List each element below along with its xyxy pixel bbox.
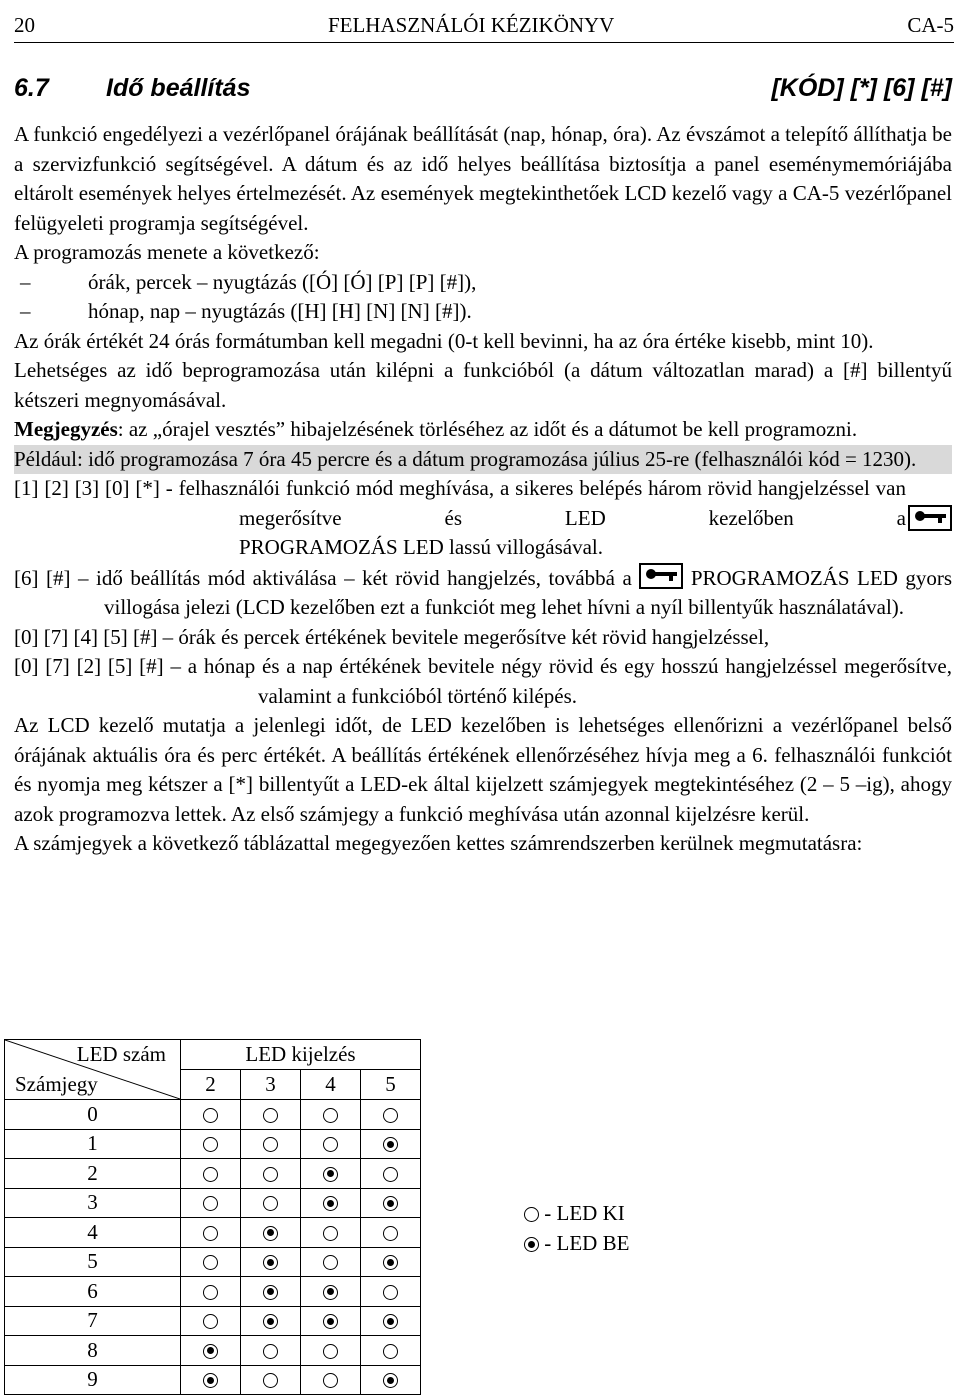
led-on-icon	[203, 1373, 218, 1388]
section-code: [KÓD] [*] [6] [#]	[771, 74, 952, 102]
table-row	[5, 1129, 421, 1159]
led-cell	[301, 1100, 361, 1130]
led-cell	[181, 1306, 241, 1336]
led-cell	[301, 1218, 361, 1248]
example-step-1-text: [1] [2] [3] [0] [*] - felhasználói funkció mód meghívása, a sikeres belépés három rövid hangjelzéssel van megerősítve és LED kezelőben a	[14, 476, 906, 530]
led-cell	[361, 1218, 421, 1248]
led-table	[4, 1039, 421, 1395]
intro-paragraph: A funkció engedélyezi a vezérlőpanel órájának beállítását (nap, hónap, óra). Az évszámot a telepítő állíthatja be a szervizfunkció segítségével. A dátum és az idő helyes beállítása biztosítja a panel eseménymemóriájába eltárolt események helyes értelmezését. Az események megtekinthetőek LCD kezelő vagy a CA-5 vezérlőpanel felügyeleti programja segítségével.	[14, 122, 952, 235]
led-off-icon	[203, 1226, 218, 1241]
led-cell	[241, 1277, 301, 1307]
led-on-icon	[383, 1255, 398, 1270]
led-off-icon	[323, 1226, 338, 1241]
led-on-icon	[383, 1314, 398, 1329]
corner-top-label: LED szám	[76, 1042, 166, 1066]
led-off-icon	[203, 1255, 218, 1270]
led-off-icon	[383, 1344, 398, 1359]
led-off-icon	[323, 1255, 338, 1270]
led-cell	[301, 1306, 361, 1336]
format-paragraph: Az órák értékét 24 órás formátumban kell megadni (0-t kell bevinni, ha az óra értéke kisebb, mint 10).	[14, 328, 874, 353]
led-on-icon	[323, 1314, 338, 1329]
led-cell	[241, 1218, 301, 1248]
note-label: Megjegyzés	[14, 417, 118, 441]
table-row	[5, 1277, 421, 1307]
led-cell	[181, 1247, 241, 1277]
led-cell	[181, 1188, 241, 1218]
led-on-icon	[524, 1237, 539, 1252]
led-on-icon	[263, 1255, 278, 1270]
digit-cell: 0	[5, 1100, 181, 1130]
led-cell	[241, 1306, 301, 1336]
digit-cell: 3	[5, 1188, 181, 1218]
led-cell	[241, 1129, 301, 1159]
column-header: 5	[361, 1070, 421, 1100]
legend-on	[524, 1231, 629, 1256]
example-step-1-end: PROGRAMOZÁS LED lassú villogásával.	[239, 535, 603, 559]
led-cell	[301, 1277, 361, 1307]
led-cell	[361, 1159, 421, 1189]
led-cell	[241, 1247, 301, 1277]
led-off-icon	[383, 1285, 398, 1300]
table-row	[5, 1100, 421, 1130]
table-row	[5, 1336, 421, 1366]
column-header: 3	[241, 1070, 301, 1100]
led-cell	[241, 1100, 301, 1130]
led-cell	[181, 1336, 241, 1366]
led-cell	[181, 1100, 241, 1130]
led-cell	[361, 1306, 421, 1336]
manual-title: FELHASZNÁLÓI KÉZIKÖNYV	[327, 13, 615, 37]
led-cell	[361, 1100, 421, 1130]
led-cell	[181, 1277, 241, 1307]
led-off-icon	[203, 1167, 218, 1182]
led-cell	[301, 1365, 361, 1395]
digit-cell: 8	[5, 1336, 181, 1366]
table-corner	[5, 1040, 181, 1100]
example-step-3: [0] [7] [4] [5] [#] – órák és percek értékének bevitele megerősítve két rövid hangjelzéssel,	[14, 624, 770, 649]
led-on-icon	[263, 1226, 278, 1241]
led-cell	[181, 1159, 241, 1189]
led-on-icon	[323, 1196, 338, 1211]
programming-intro: A programozás menete a következő:	[14, 240, 320, 264]
led-off-icon	[383, 1226, 398, 1241]
led-cell	[241, 1188, 301, 1218]
table-row	[5, 1365, 421, 1395]
corner-bottom-label: Számjegy	[15, 1072, 98, 1096]
led-cell	[181, 1365, 241, 1395]
led-off-icon	[263, 1137, 278, 1152]
table-row	[5, 1306, 421, 1336]
exit-paragraph: Lehetséges az idő beprogramozása után kilépni a funkcióból (a dátum változatlan marad) a [#] billentyű kétszeri megnyomásával.	[14, 358, 952, 412]
table-row	[5, 1247, 421, 1277]
led-off-icon	[203, 1314, 218, 1329]
step-month-day: – hónap, nap – nyugtázás ([H] [H] [N] [N] [#]).	[14, 297, 952, 327]
led-cell	[361, 1247, 421, 1277]
led-off-icon	[323, 1373, 338, 1388]
led-cell	[241, 1336, 301, 1366]
note-text: : az „órajel vesztés” hibajelzésének törléséhez az időt és a dátumot be kell programozni.	[117, 417, 858, 441]
led-on-icon	[263, 1314, 278, 1329]
led-on-icon	[323, 1285, 338, 1300]
digit-cell: 6	[5, 1277, 181, 1307]
led-off-icon	[323, 1108, 338, 1123]
column-header: 4	[301, 1070, 361, 1100]
digit-cell: 2	[5, 1159, 181, 1189]
led-off-icon	[203, 1108, 218, 1123]
led-on-icon	[383, 1137, 398, 1152]
lcd-paragraph: Az LCD kezelő mutatja a jelenlegi időt, de LED kezelőben is lehetséges ellenőrizni a vezérlőpanel belső órájának aktuális óra és perc értékét. A beállítás értékének ellenőrzéséhez hívja meg a 6. felhasználói funkciót és nyomja meg kétszer a [*] billentyűt a LED-ek által kijelzett számjegyek megtekintéséhez (2 – 5 –ig), ahogy azok programozva lettek. Az első számjegy a funkció meghívása után azonnal kijelzésre kerül.	[14, 713, 952, 826]
led-cell	[361, 1336, 421, 1366]
led-on-icon	[383, 1373, 398, 1388]
led-cell	[301, 1159, 361, 1189]
table-intro: A számjegyek a következő táblázattal megegyezően kettes számrendszerben kerülnek megmutatásra:	[14, 831, 863, 855]
example-step-2-text: [6] [#] – idő beállítás mód aktiválása – két rövid hangjelzés, továbbá a	[14, 565, 632, 590]
led-on-icon	[263, 1285, 278, 1300]
section-heading	[14, 74, 952, 103]
led-cell	[301, 1336, 361, 1366]
digit-cell: 9	[5, 1365, 181, 1395]
step-hours-minutes: – órák, percek – nyugtázás ([Ó] [Ó] [P] [P] [#]),	[14, 268, 952, 298]
led-cell	[301, 1247, 361, 1277]
table-row	[5, 1218, 421, 1248]
key-icon	[639, 563, 683, 589]
body-text	[14, 120, 952, 859]
digit-cell: 7	[5, 1306, 181, 1336]
device-name: CA-5	[907, 13, 954, 37]
led-cell	[181, 1129, 241, 1159]
led-cell	[241, 1159, 301, 1189]
example-step-2	[14, 563, 952, 623]
column-header: 2	[181, 1070, 241, 1100]
page-number: 20	[14, 13, 35, 37]
led-cell	[361, 1129, 421, 1159]
legend-off-label: - LED KI	[544, 1201, 625, 1225]
example-step-4: [0] [7] [2] [5] [#] – a hónap és a nap értékének bevitele négy rövid és egy hosszú hangjelzéssel megerősítve, valamint a funkcióból történő kilépés.	[14, 654, 952, 708]
section-number: 6.7	[14, 74, 49, 102]
example-paragraph: Például: idő programozása 7 óra 45 percre és a dátum programozása július 25-re (felhasználói kód = 1230).	[14, 445, 952, 475]
led-off-icon	[263, 1108, 278, 1123]
led-off-icon	[323, 1344, 338, 1359]
led-on-icon	[383, 1196, 398, 1211]
led-off-icon	[323, 1137, 338, 1152]
led-cell	[361, 1365, 421, 1395]
example-step-2-end: PROGRAMOZÁS LED gyors villogása jelezi (LCD kezelőben ezt a funkciót meg lehet hívni a nyíl billentyűk használatával).	[104, 565, 953, 619]
led-off-icon	[383, 1167, 398, 1182]
led-off-icon	[263, 1344, 278, 1359]
table-row	[5, 1188, 421, 1218]
led-off-icon	[203, 1137, 218, 1152]
led-off-icon	[263, 1167, 278, 1182]
digit-cell: 1	[5, 1129, 181, 1159]
led-cell	[181, 1218, 241, 1248]
led-off-icon	[203, 1196, 218, 1211]
led-off-icon	[383, 1108, 398, 1123]
led-cell	[301, 1188, 361, 1218]
led-off-icon	[203, 1285, 218, 1300]
led-off-icon	[263, 1373, 278, 1388]
key-icon	[908, 505, 952, 531]
led-off-icon	[263, 1196, 278, 1211]
led-on-icon	[323, 1167, 338, 1182]
page-header	[14, 4, 954, 43]
led-cell	[241, 1365, 301, 1395]
led-on-icon	[203, 1344, 218, 1359]
led-cell	[361, 1277, 421, 1307]
example-step-1	[14, 474, 952, 563]
legend-off	[524, 1201, 625, 1226]
note-paragraph	[14, 415, 952, 445]
digit-cell: 4	[5, 1218, 181, 1248]
led-off-icon	[524, 1207, 539, 1222]
section-title: Idő beállítás	[106, 74, 251, 102]
table-row	[5, 1159, 421, 1189]
led-rows	[5, 1100, 421, 1395]
digit-cell: 5	[5, 1247, 181, 1277]
led-cell	[361, 1188, 421, 1218]
legend-on-label: - LED BE	[544, 1231, 630, 1255]
led-cell	[301, 1129, 361, 1159]
led-group-header: LED kijelzés	[181, 1040, 421, 1070]
